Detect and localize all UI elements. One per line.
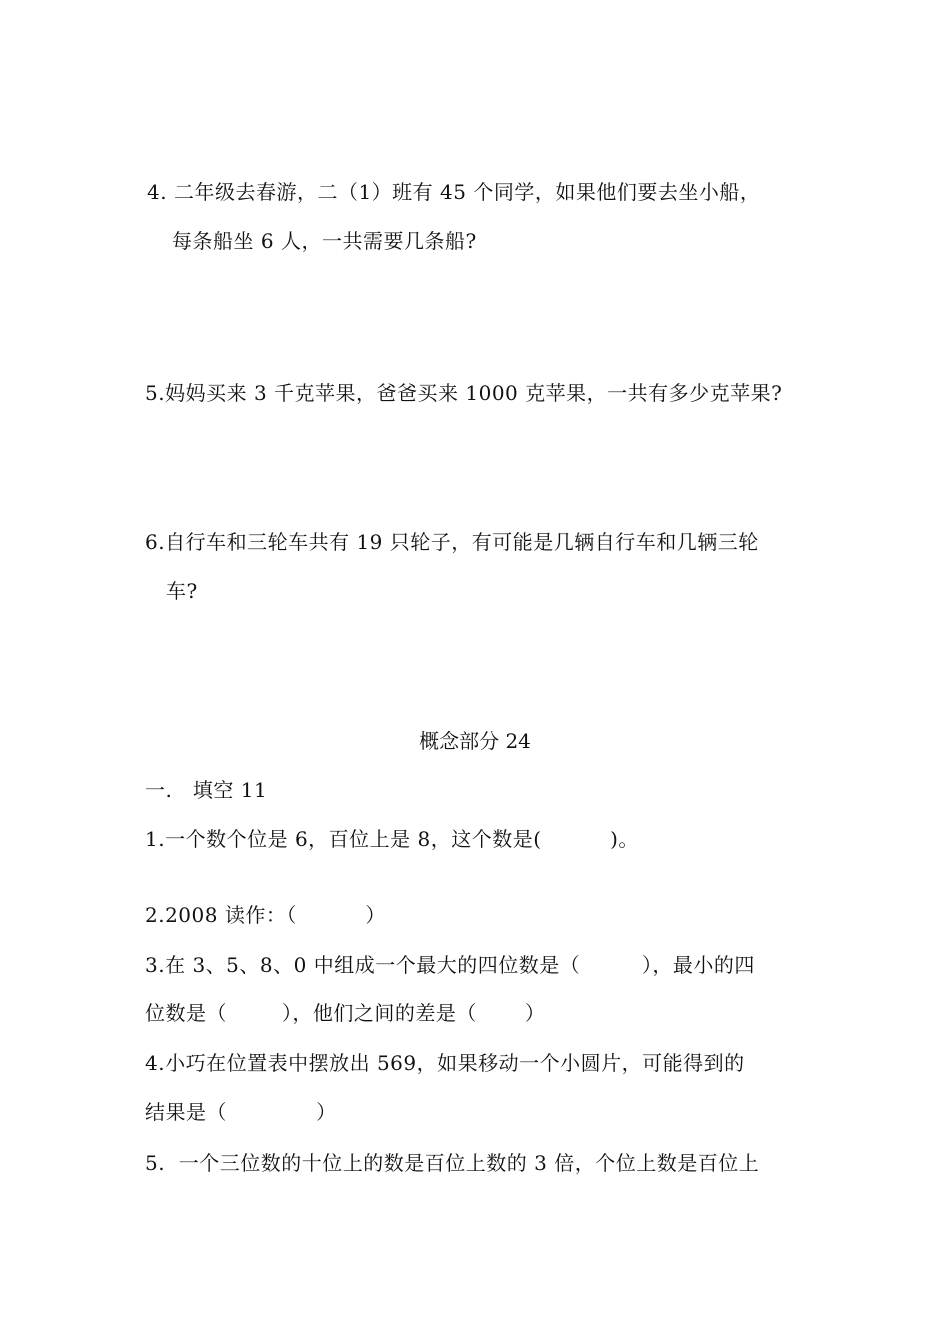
problem-5-line-1: 5.妈妈买来 3 千克苹果，爸爸买来 1000 克苹果，一共有多少克苹果? — [145, 381, 783, 405]
problem-6-line-1: 6.自行车和三轮车共有 19 只轮子，有可能是几辆自行车和几辆三轮 — [145, 530, 759, 554]
problem-4-line-2: 每条船坐 6 人，一共需要几条船? — [172, 229, 477, 253]
fill-item-2: 2.2008 读作：（ ） — [145, 903, 386, 927]
fill-blank-heading: 一. 填空 11 — [145, 778, 268, 802]
fill-item-4-line-1: 4.小巧在位置表中摆放出 569，如果移动一个小圆片，可能得到的 — [145, 1051, 745, 1075]
fill-item-1: 1.一个数个位是 6，百位上是 8，这个数是( )。 — [145, 827, 639, 851]
fill-item-3-line-2: 位数是（ ），他们之间的差是（ ） — [145, 1001, 546, 1025]
problem-6-line-2: 车? — [166, 579, 198, 603]
problem-4-line-1: 4. 二年级去春游，二（1）班有 45 个同学，如果他们要去坐小船， — [147, 180, 761, 204]
fill-item-3-line-1: 3.在 3、5、8、0 中组成一个最大的四位数是（ ），最小的四 — [145, 953, 755, 977]
fill-item-5-line-1: 5. 一个三位数的十位上的数是百位上数的 3 倍，个位上数是百位上 — [145, 1151, 760, 1175]
section-title: 概念部分 24 — [419, 729, 531, 753]
fill-item-4-line-2: 结果是（ ） — [145, 1100, 337, 1124]
